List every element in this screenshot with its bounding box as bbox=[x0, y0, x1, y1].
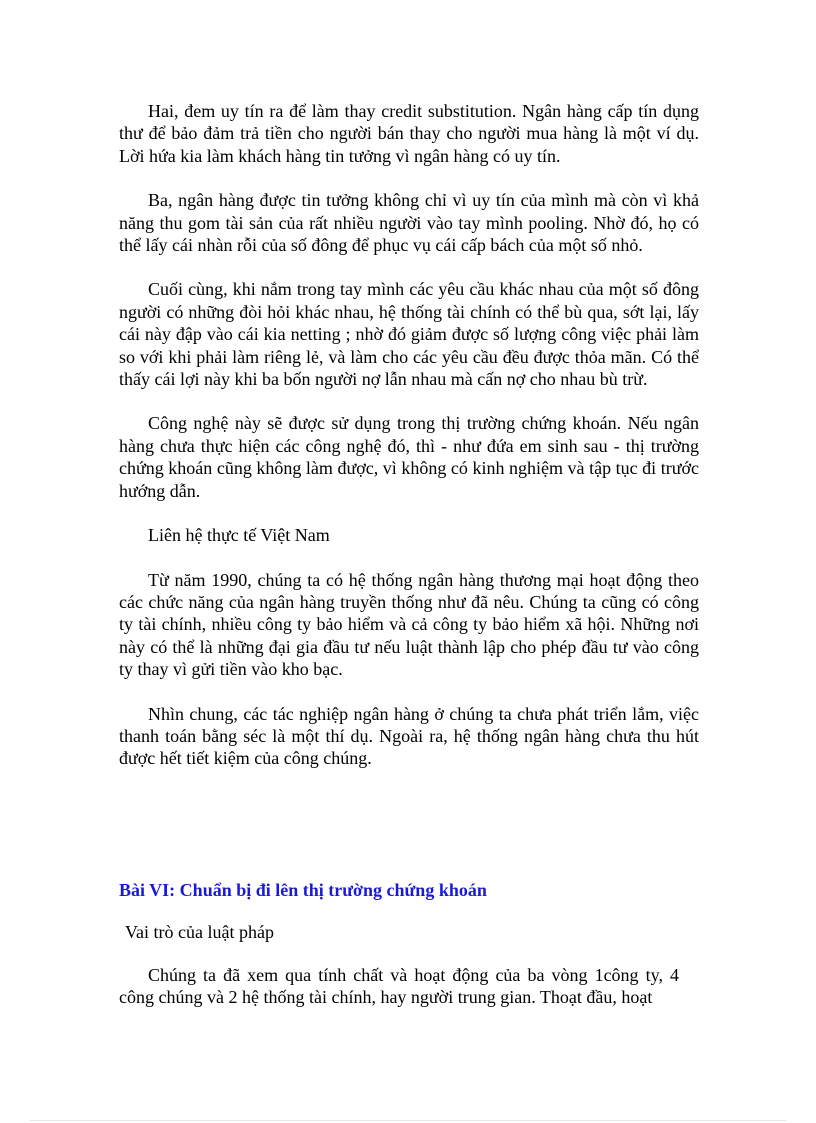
paragraph-netting: Cuối cùng, khi nắm trong tay mình các yêu cầu khác nhau của một số đông người có những đòi hỏi khác nhau, hệ thống tài chính có thể bù qua, sớt lại, lấy cái này đập vào cái kia netting ; nhờ đó giảm được số lượng công việc phải làm so với khi phải làm riêng lẻ, và làm cho các yêu cầu đều được thỏa mãn. Có thể thấy cái lợi này khi ba bốn người nợ lẫn nhau mà cấn nợ cho nhau bù trừ. bbox=[119, 279, 699, 390]
section-heading: Bài VI: Chuẩn bị đi lên thị trường chứng khoán bbox=[119, 880, 487, 900]
section-subheading: Vai trò của luật pháp bbox=[125, 922, 274, 942]
paragraph-vietnam-heading: Liên hệ thực tế Việt Nam bbox=[148, 525, 330, 546]
paragraph-overview: Nhìn chung, các tác nghiệp ngân hàng ở chúng ta chưa phát triển lắm, việc thanh toán bằng séc là một thí dụ. Ngoài ra, hệ thống ngân hàng chưa thu hút được hết tiết kiệm của công chúng. bbox=[119, 703, 699, 769]
paragraph-technology: Công nghệ này sẽ được sử dụng trong thị trường chứng khoán. Nếu ngân hàng chưa thực hiện các công nghệ đó, thì - như đứa em sinh sau - thị trường chứng khoán cũng không làm được, vì không có kinh nghiệm và tập tục đi trước hướng dẫn. bbox=[119, 413, 699, 501]
paragraph-pooling: Ba, ngân hàng được tin tưởng không chỉ vì uy tín của mình mà còn vì khả năng thu gom tài sản của rất nhiều người vào tay mình pooling. Nhờ đó, họ có thể lấy cái nhàn rỗi của số đông để phục vụ cái cấp bách của một số nhỏ. bbox=[119, 190, 699, 256]
paragraph-credit-substitution: Hai, đem uy tín ra để làm thay credit substitution. Ngân hàng cấp tín dụng thư để bảo đảm trả tiền cho người bán thay cho người mua hàng là một ví dụ. Lời hứa kia làm khách hàng tin tưởng vì ngân hàng có uy tín. bbox=[119, 101, 699, 166]
paragraph-since-1990: Từ năm 1990, chúng ta có hệ thống ngân hàng thương mại hoạt động theo các chức năng của ngân hàng truyền thống như đã nêu. Chúng ta cũng có công ty tài chính, nhiều công ty bảo hiểm và cả công ty bảo hiểm xã hội. Những nơi này có thể là những đại gia đầu tư nếu luật thành lập cho phép đầu tư vào công ty thay vì gửi tiền vào kho bạc. bbox=[119, 569, 699, 680]
page-bottom-divider bbox=[30, 1120, 786, 1121]
paragraph-three-circles: Chúng ta đã xem qua tính chất và hoạt động của ba vòng 1công ty, 4 công chúng và 2 hệ thống tài chính, hay người trung gian. Thoạt đầu, hoạt bbox=[119, 965, 679, 1008]
section-body bbox=[119, 964, 679, 1031]
body-text bbox=[119, 100, 699, 792]
